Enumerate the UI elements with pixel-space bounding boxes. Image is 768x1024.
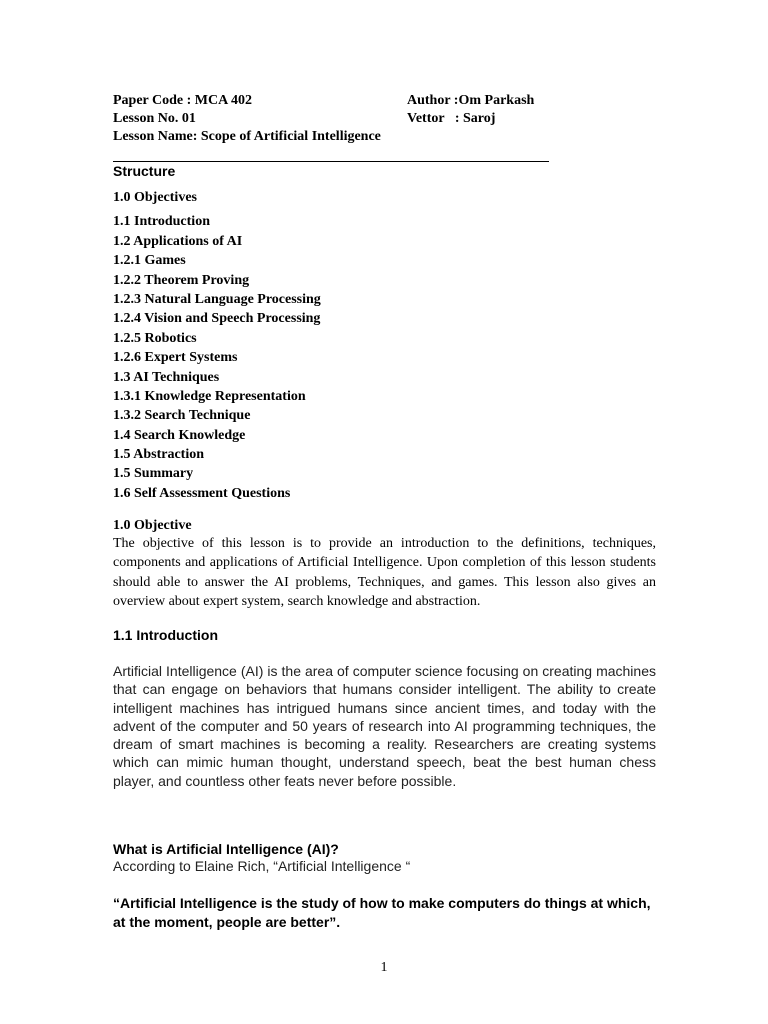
objective-paragraph: The objective of this lesson is to provide an introduction to the definitions, techniques, components and applications of Artificial Intelligence. Upon completion of this lesson students should able to answer the AI problems, Techniques, and games. This lesson also gives an overview about expert system, search knowledge and abstraction. xyxy=(113,536,656,609)
what-is-ai-heading: What is Artificial Intelligence (AI)? xyxy=(113,841,339,857)
toc-item: 1.4 Search Knowledge xyxy=(113,427,246,443)
toc-item: 1.3.1 Knowledge Representation xyxy=(113,388,306,404)
toc-item: 1.3.2 Search Technique xyxy=(113,408,251,424)
structure-title: Structure xyxy=(113,163,176,179)
toc-item: 1.5 Abstraction xyxy=(113,447,204,463)
introduction-paragraph: Artificial Intelligence (AI) is the area of computer science focusing on creating machines that can engage on behaviors that humans consider intelligent. The ability to create intelligent machines has intrigued humans since ancient times, and today with the advent of the computer and 50 years of research into AI programming techniques, the dream of smart machines is becoming a reality. Researchers are creating systems which can mimic human thought, understand speech, beat the best human chess player, and countless other feats never before possible. xyxy=(113,663,656,789)
header-row-3 xyxy=(113,129,658,147)
toc-item: 1.2.5 Robotics xyxy=(113,330,197,346)
header-divider xyxy=(113,161,549,162)
toc-item: 1.2.1 Games xyxy=(113,253,186,269)
header-row-2 xyxy=(113,111,658,129)
vettor: Vettor : Saroj xyxy=(407,111,496,126)
lesson-name: Lesson Name: Scope of Artificial Intelligence xyxy=(113,129,381,144)
toc-item: 1.2 Applications of AI xyxy=(113,233,243,249)
introduction-heading: 1.1 Introduction xyxy=(113,627,218,643)
toc-item: 1.1 Introduction xyxy=(113,214,210,230)
document-header xyxy=(113,93,658,147)
paper-code: Paper Code : MCA 402 xyxy=(113,93,252,108)
toc-item: 1.3 AI Techniques xyxy=(113,369,220,385)
lesson-number: Lesson No. 01 xyxy=(113,111,196,126)
toc-item: 1.6 Self Assessment Questions xyxy=(113,485,291,501)
toc-item: 1.2.2 Theorem Proving xyxy=(113,272,250,288)
header-row-1 xyxy=(113,93,658,111)
author: Author :Om Parkash xyxy=(407,93,535,108)
toc-item: 1.0 Objectives xyxy=(113,190,197,205)
objective-heading: 1.0 Objective xyxy=(113,518,192,533)
page-number: 1 xyxy=(380,960,388,975)
toc-item: 1.2.4 Vision and Speech Processing xyxy=(113,311,321,327)
what-is-ai-subtext: According to Elaine Rich, “Artificial Intelligence “ xyxy=(113,858,411,874)
toc-item: 1.5 Summary xyxy=(113,466,194,482)
table-of-contents xyxy=(113,188,321,503)
toc-item: 1.2.3 Natural Language Processing xyxy=(113,291,321,307)
toc-item: 1.2.6 Expert Systems xyxy=(113,350,238,366)
ai-definition-quote: “Artificial Intelligence is the study of how to make computers do things at which, at the moment, people are better”. xyxy=(113,895,651,930)
